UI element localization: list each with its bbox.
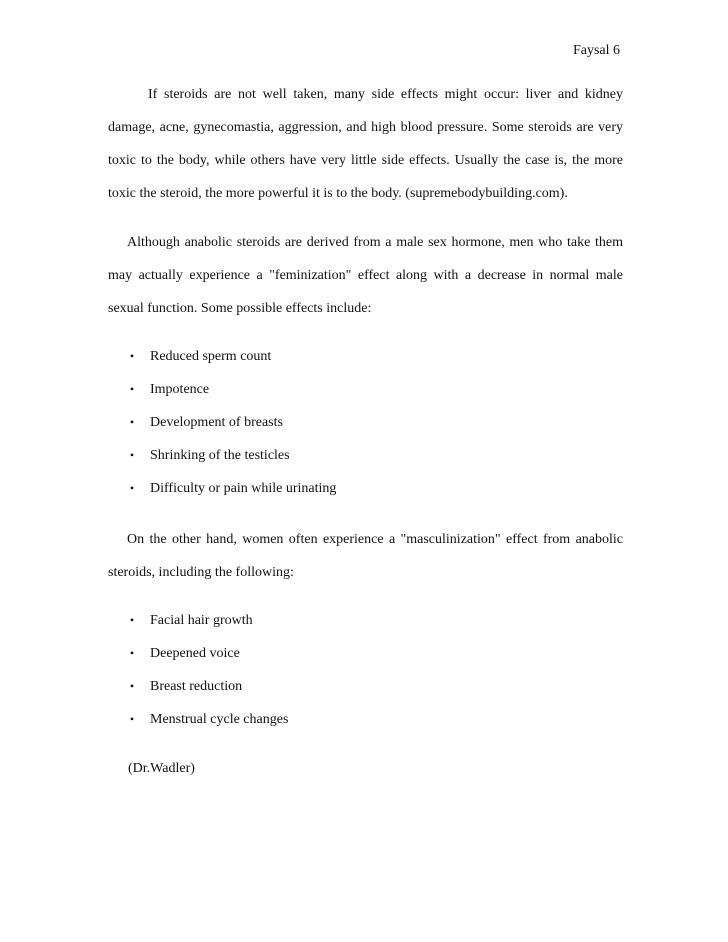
list-item bbox=[108, 340, 336, 373]
bullet-icon: • bbox=[129, 712, 135, 726]
list-item bbox=[108, 472, 336, 505]
paragraph-male-effects-intro: Although anabolic steroids are derived from a male sex hormone, men who take them may actually experience a "feminization" effect along with a decrease in normal male sexual function. Some possible effects include: bbox=[108, 235, 623, 316]
list-item-text: Menstrual cycle changes bbox=[150, 712, 289, 727]
list-item-text: Impotence bbox=[150, 382, 210, 397]
bullet-icon: • bbox=[129, 679, 135, 693]
bullet-icon: • bbox=[129, 481, 135, 495]
paragraph-side-effects: If steroids are not well taken, many side effects might occur: liver and kidney damage, acne, gynecomastia, aggression, and high blood pressure. Some steroids are very toxic to the body, while others have very little side effects. Usually the case is, the more toxic the steroid, the more powerful it is to the body. (supremebodybuilding.com). bbox=[108, 87, 623, 201]
list-item-text: Deepened voice bbox=[150, 646, 240, 661]
male-effects-list bbox=[108, 340, 336, 505]
bullet-icon: • bbox=[129, 415, 135, 429]
paragraph-female-effects-intro: On the other hand, women often experience a "masculinization" effect from anabolic steroids, including the following: bbox=[108, 532, 623, 580]
list-item bbox=[108, 406, 336, 439]
list-item-text: Breast reduction bbox=[150, 679, 243, 694]
female-effects-list bbox=[108, 604, 288, 736]
page-header: Faysal 6 bbox=[572, 43, 620, 58]
bullet-icon: • bbox=[129, 382, 135, 396]
bullet-icon: • bbox=[129, 349, 135, 363]
list-item-text: Facial hair growth bbox=[150, 613, 253, 628]
list-item bbox=[108, 703, 288, 736]
list-item bbox=[108, 670, 288, 703]
bullet-icon: • bbox=[129, 448, 135, 462]
list-item-text: Difficulty or pain while urinating bbox=[150, 481, 337, 496]
list-item bbox=[108, 439, 336, 472]
bullet-icon: • bbox=[129, 613, 135, 627]
citation: (Dr.Wadler) bbox=[128, 761, 195, 776]
list-item bbox=[108, 637, 288, 670]
bullet-icon: • bbox=[129, 646, 135, 660]
list-item bbox=[108, 604, 288, 637]
list-item-text: Reduced sperm count bbox=[150, 349, 272, 364]
list-item bbox=[108, 373, 336, 406]
list-item-text: Shrinking of the testicles bbox=[150, 448, 290, 463]
list-item-text: Development of breasts bbox=[150, 415, 283, 430]
